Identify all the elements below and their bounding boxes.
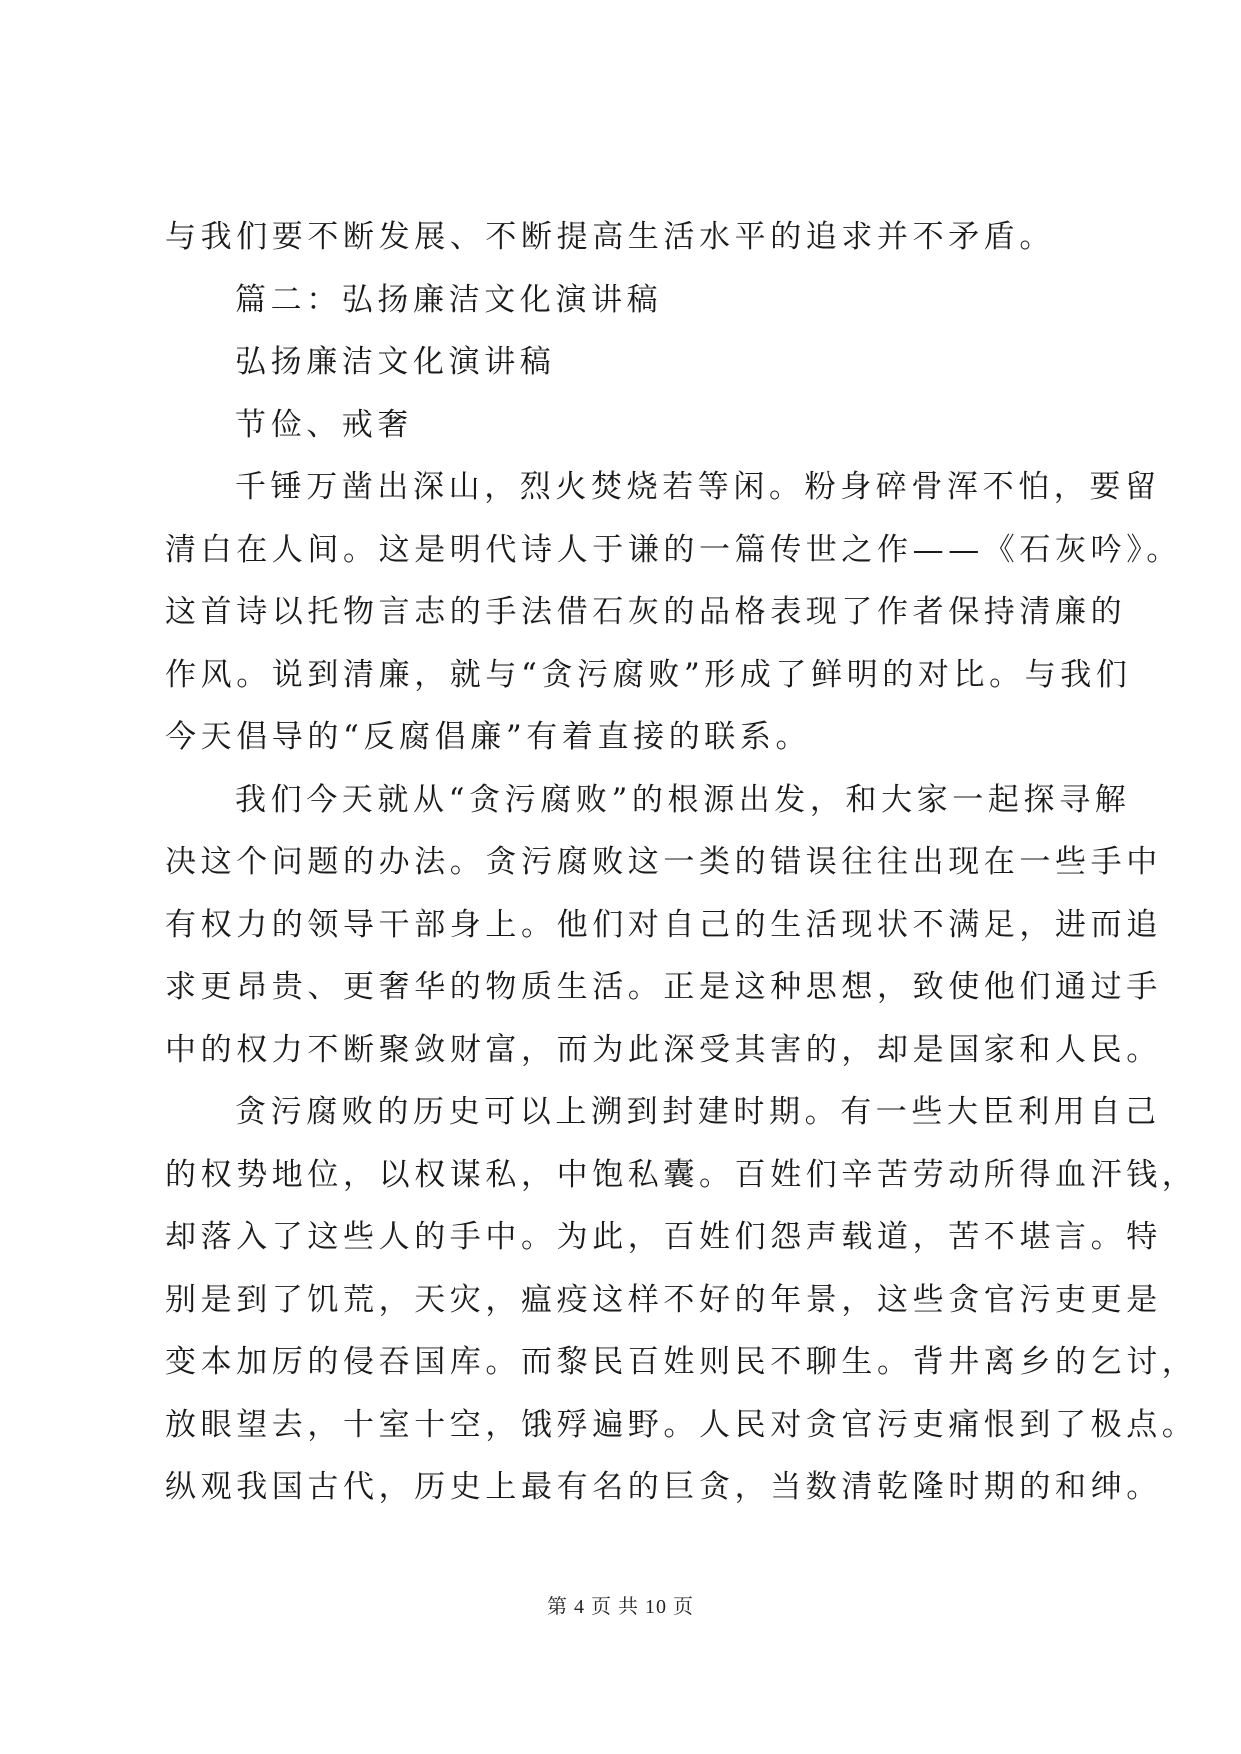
text-line-17: 却落入了这些人的手中。为此，百姓们怨声载道，苦不堪言。特 [165, 1219, 1162, 1255]
text-line-20: 放眼望去，十室十空，饿殍遍野。人民对贪官污吏痛恨到了极点。 [165, 1406, 1198, 1443]
text-line-10: 我们今天就从“贪污腐败”的根源出发，和大家一起探寻解 [235, 781, 1131, 818]
document-body [165, 206, 1198, 1519]
page-number: 第 4 页 共 10 页 [547, 1596, 694, 1618]
text-line-14: 中的权力不断聚敛财富，而为此深受其害的，却是国家和人民。 [165, 1031, 1162, 1068]
text-line-19: 变本加厉的侵吞国库。而黎民百姓则民不聊生。背井离乡的乞讨， [165, 1344, 1198, 1380]
text-line-1: 与我们要不断发展、不断提高生活水平的追求并不矛盾。 [165, 219, 1055, 255]
text-line-12: 有权力的领导干部身上。他们对自己的生活现状不满足，进而追 [165, 906, 1162, 943]
text-line-13: 求更昂贵、更奢华的物质生活。正是这种思想，致使他们通过手 [165, 969, 1162, 1005]
text-line-16: 的权势地位，以权谋私，中饱私囊。百姓们辛苦劳动所得血汗钱， [165, 1156, 1198, 1193]
speech-subtitle: 节俭、戒奢 [235, 406, 413, 443]
text-line-7: 这首诗以托物言志的手法借石灰的品格表现了作者保持清廉的 [165, 594, 1127, 630]
text-line-18: 别是到了饥荒，天灾，瘟疫这样不好的年景，这些贪官污吏更是 [165, 1281, 1162, 1318]
text-line-5: 千锤万凿出深山，烈火焚烧若等闲。粉身碎骨浑不怕，要留 [235, 469, 1161, 505]
text-line-11: 决这个问题的办法。贪污腐败这一类的错误往往出现在一些手中 [165, 844, 1162, 880]
section-heading: 篇二：弘扬廉洁文化演讲稿 [235, 281, 663, 318]
text-line-21: 纵观我国古代，历史上最有名的巨贪，当数清乾隆时期的和绅。 [165, 1469, 1162, 1505]
text-line-15: 贪污腐败的历史可以上溯到封建时期。有一些大臣利用自己 [235, 1094, 1161, 1130]
text-line-6: 清白在人间。这是明代诗人于谦的一篇传世之作——《石灰吟》。 [165, 531, 1182, 568]
text-line-9: 今天倡导的“反腐倡廉”有着直接的联系。 [165, 719, 812, 755]
speech-title: 弘扬廉洁文化演讲稿 [235, 344, 556, 380]
text-line-8: 作风。说到清廉，就与“贪污腐败”形成了鲜明的对比。与我们 [165, 656, 1132, 693]
